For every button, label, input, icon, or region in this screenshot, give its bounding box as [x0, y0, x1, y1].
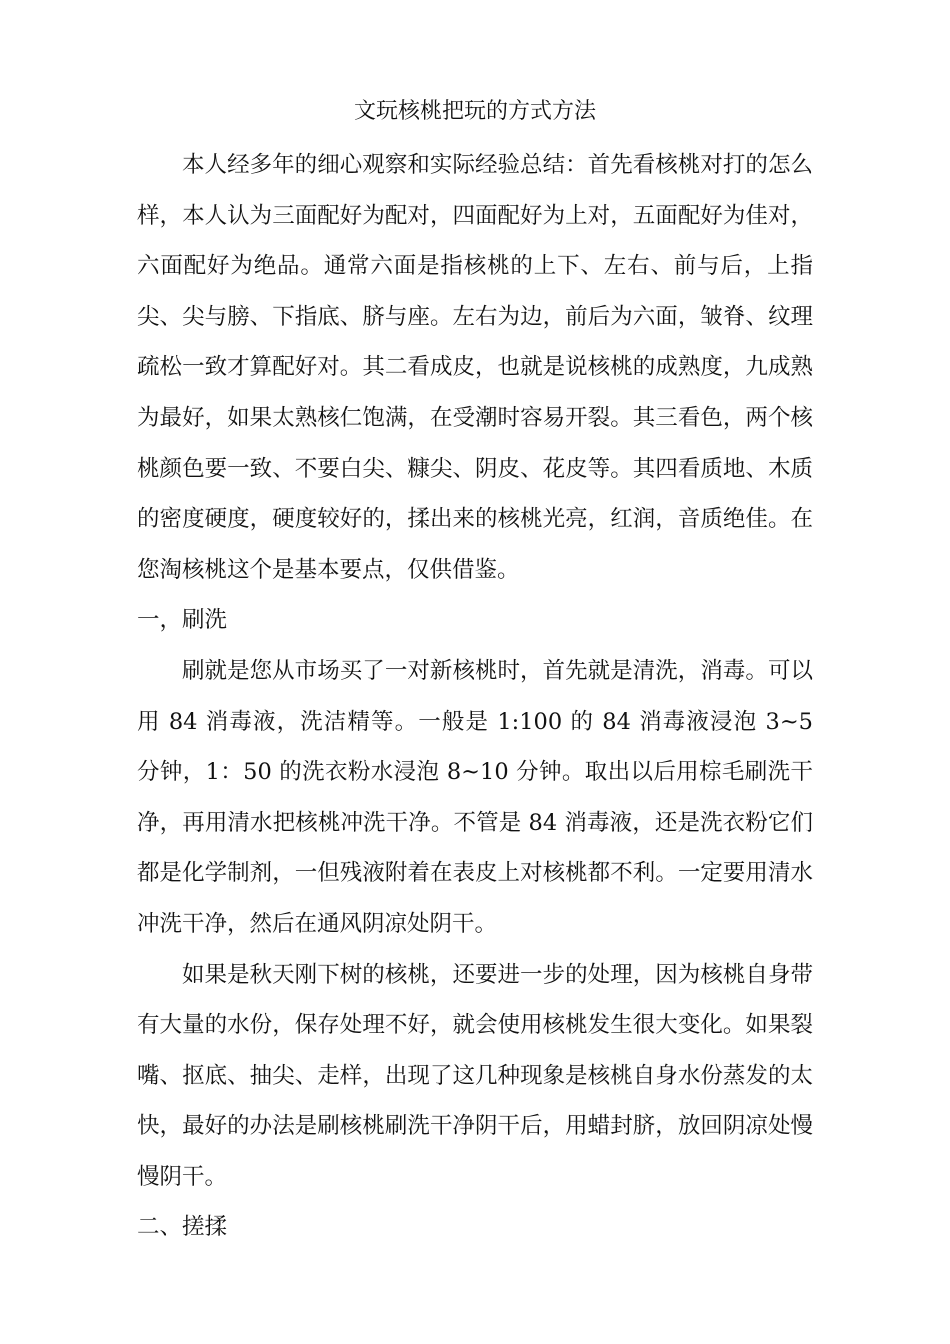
document-page	[137, 92, 813, 1253]
brushing-paragraph-1: 刷就是您从市场买了一对新核桃时，首先就是清洗，消毒。可以用 84 消毒液，洗洁精等。一般是 1:100 的 84 消毒液浸泡 3~5 分钟，1：50 的洗衣粉水浸泡 8~10 分钟。取出以后用棕毛刷洗干净，再用清水把核桃冲洗干净。不管是 84 消毒液，还是洗衣粉它们都是化学制剂，一但残液附着在表皮上对核桃都不利。一定要用清水冲洗干净，然后在通风阴凉处阴干。	[137, 657, 813, 937]
section-heading-rubbing: 二、搓揉	[137, 1214, 228, 1241]
document-title: 文玩核桃把玩的方式方法	[353, 99, 596, 124]
brushing-paragraph-2: 如果是秋天刚下树的核桃，还要进一步的处理，因为核桃自身带有大量的水份，保存处理不好，就会使用核桃发生很大变化。如果裂嘴、抠底、抽尖、走样，出现了这几种现象是核桃自身水份蒸发的太快，最好的办法是刷核桃刷洗干净阴干后，用蜡封脐，放回阴凉处慢慢阴干。	[137, 961, 813, 1190]
intro-paragraph: 本人经多年的细心观察和实际经验总结：首先看核桃对打的怎么样，本人认为三面配好为配对，四面配好为上对，五面配好为佳对，六面配好为绝品。通常六面是指核桃的上下、左右、前与后，上指尖、尖与膀、下指底、脐与座。左右为边，前后为六面，皱脊、纹理疏松一致才算配好对。其二看成皮，也就是说核桃的成熟度，九成熟为最好，如果太熟核仁饱满，在受潮时容易开裂。其三看色，两个核桃颜色要一致、不要白尖、糠尖、阴皮、花皮等。其四看质地、木质的密度硬度，硬度较好的，揉出来的核桃光亮，红润，音质绝佳。在您淘核桃这个是基本要点，仅供借鉴。	[137, 152, 813, 583]
section-heading-brushing: 一，刷洗	[137, 607, 228, 634]
